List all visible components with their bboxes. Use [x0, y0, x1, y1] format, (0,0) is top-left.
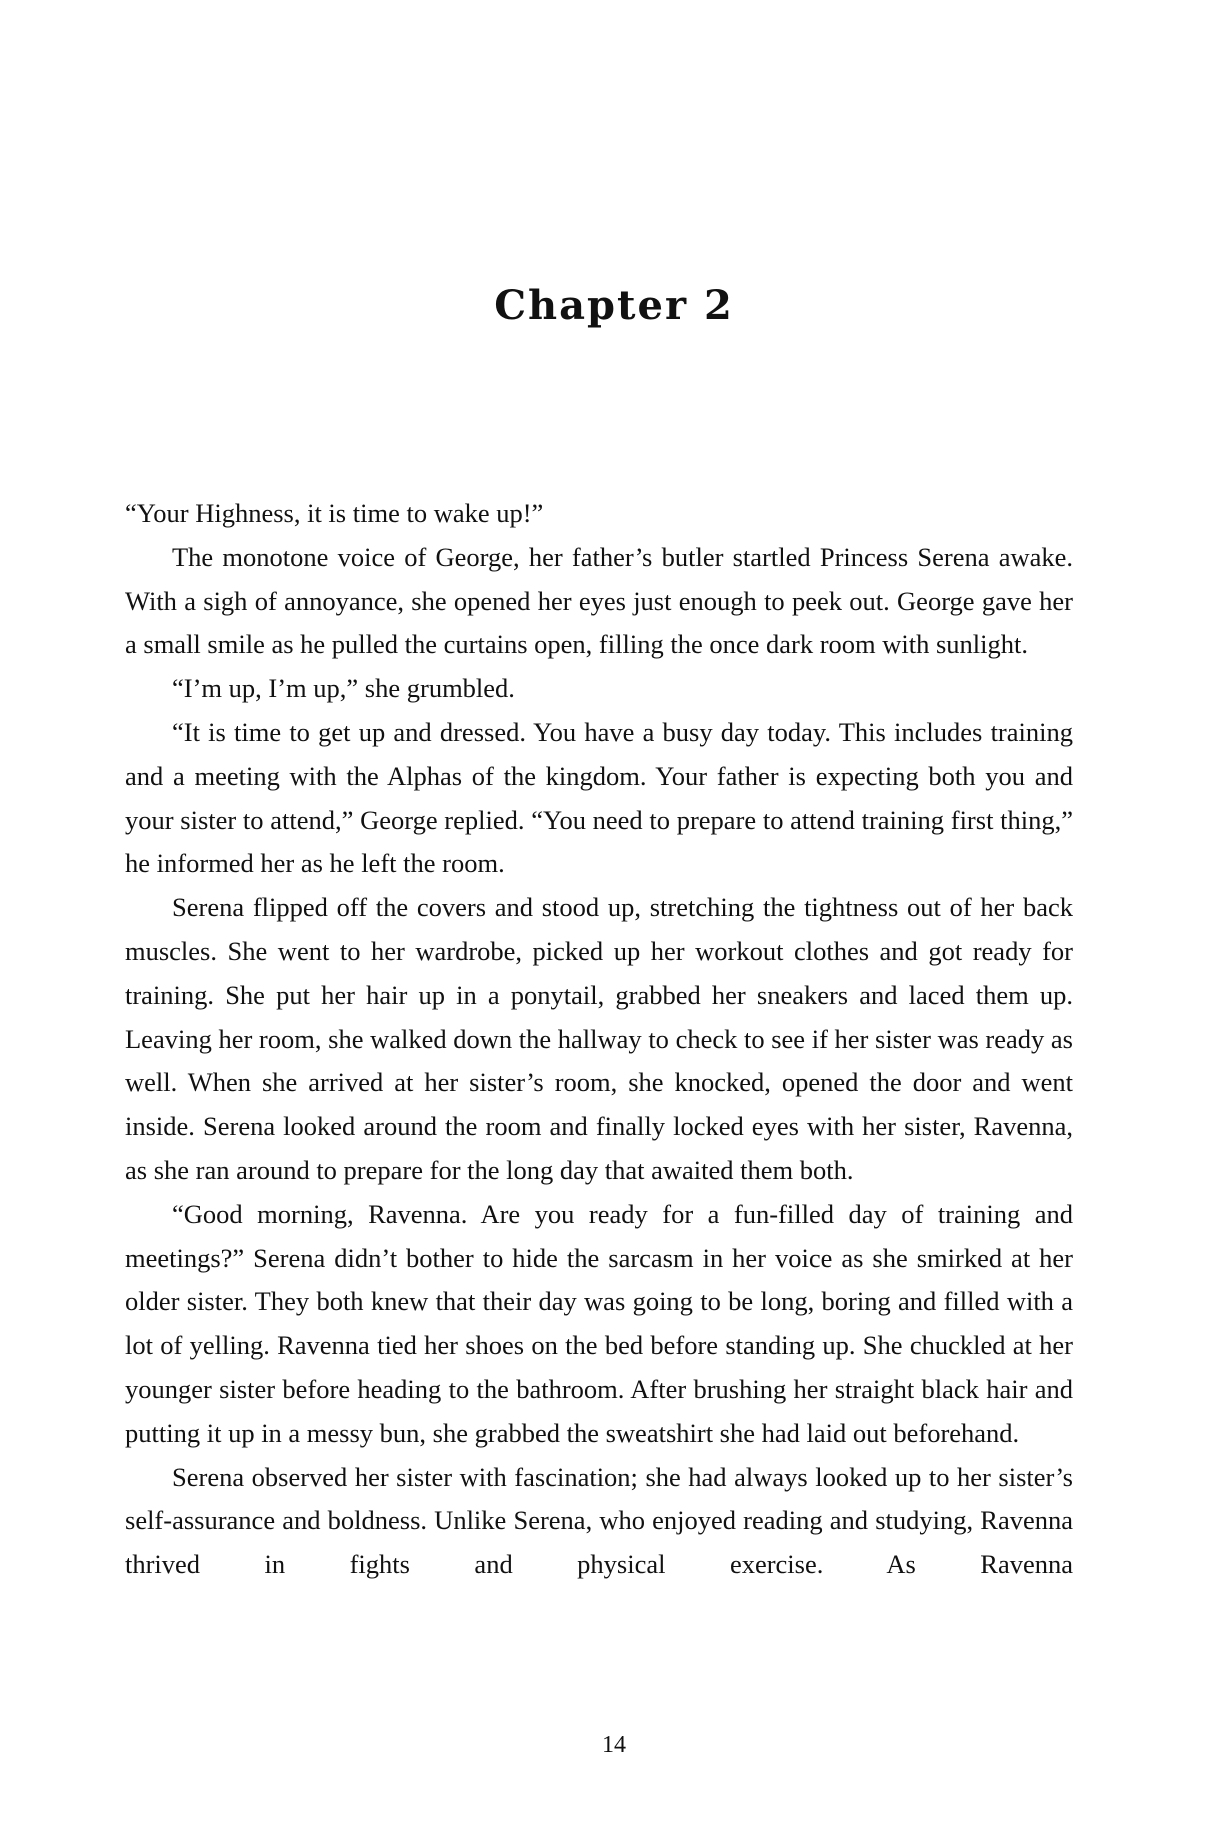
- paragraph: “Good morning, Ravenna. Are you ready for a fun-filled day of training and meetings?” Serena didn’t bother to hide the sarcasm in her voice as she smirked at her older sister. They both knew that their day was going to be long, boring and filled with a lot of yelling. Ravenna tied her shoes on the bed before standing up. She chuckled at her younger sister before heading to the bathroom. After brushing her straight black hair and putting it up in a messy bun, she grabbed the sweatshirt she had laid out beforehand.: [125, 1198, 1073, 1448]
- paragraph: Serena observed her sister with fascination; she had always looked up to her sister’s self-assurance and boldness. Unlike Serena, who enjoyed reading and studying, Ravenna thrived in fights and physical exercise. As Ravenna: [125, 1461, 1073, 1580]
- paragraph: “Your Highness, it is time to wake up!”: [125, 498, 544, 528]
- paragraph: “I’m up, I’m up,” she grumbled.: [172, 673, 515, 704]
- paragraph: The monotone voice of George, her father’s butler startled Princess Serena awake. With a sigh of annoyance, she opened her eyes just enough to peek out. George gave her a small smile as he pulled the curtains open, filling the once dark room with sunlight.: [125, 541, 1073, 660]
- chapter-body: [125, 492, 1073, 1587]
- chapter-title: Chapter 2: [494, 282, 734, 329]
- paragraph: “It is time to get up and dressed. You have a busy day today. This includes training and a meeting with the Alphas of the kingdom. Your father is expecting both you and your sister to attend,” George replied. “You need to prepare to attend training first thing,” he informed her as he left the room.: [125, 716, 1073, 879]
- page-number: 14: [602, 1732, 626, 1758]
- paragraph: Serena flipped off the covers and stood up, stretching the tightness out of her back muscles. She went to her wardrobe, picked up her workout clothes and got ready for training. She put her hair up in a ponytail, grabbed her sneakers and laced them up. Leaving her room, she walked down the hallway to check to see if her sister was ready as well. When she arrived at her sister’s room, she knocked, opened the door and went inside. Serena looked around the room and finally locked eyes with her sister, Ravenna, as she ran around to prepare for the long day that awaited them both.: [125, 892, 1073, 1185]
